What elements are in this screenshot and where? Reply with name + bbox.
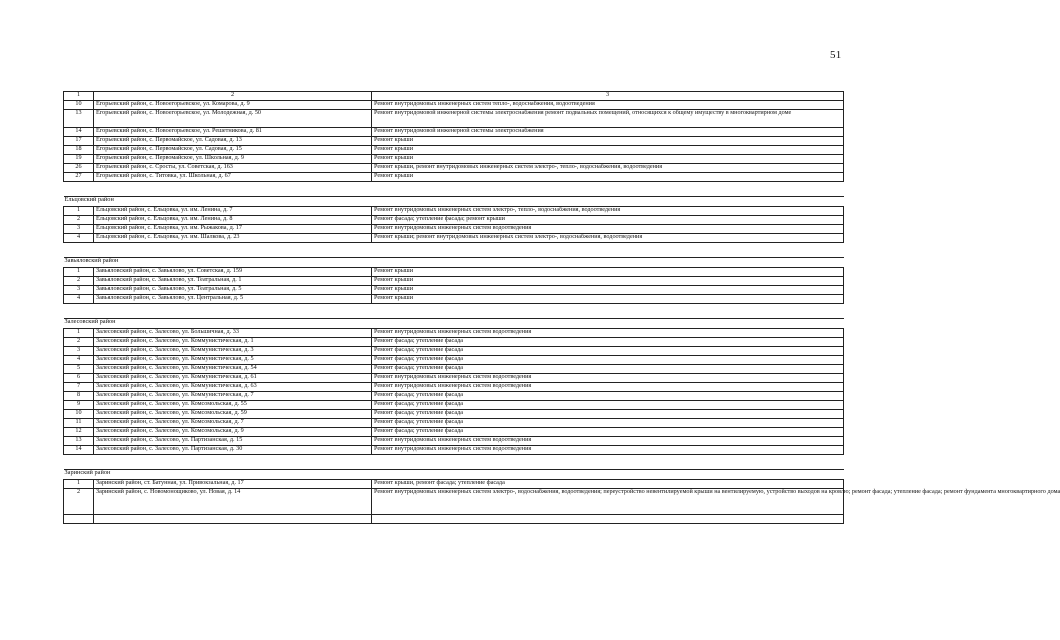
row-number: 2 (64, 489, 94, 515)
row-number: 3 (64, 286, 94, 295)
row-works: Ремонт внутридомовых инженерных систем водоотведения (372, 437, 844, 446)
table-row (64, 110, 844, 128)
row-address: Завьяловский район, с. Завьялово, ул. Театральная, д. 1 (94, 277, 372, 286)
section-gap-cell (64, 243, 844, 258)
repair-program-table (63, 91, 1060, 524)
row-address: Залесовский район, с. Залесово, ул. Коммунистическая, д. 7 (94, 392, 372, 401)
row-number: 26 (64, 164, 94, 173)
column-header-3: 3 (372, 92, 844, 101)
row-address: Ельцовский район, с. Ельцовка, ул. им. Ленина, д. 8 (94, 216, 372, 225)
district-heading-row (64, 258, 844, 268)
table-row (64, 295, 844, 304)
row-address: Егорьевский район, с. Сросты, ул. Советская, д. 163 (94, 164, 372, 173)
row-address: Завьяловский район, с. Завьялово, ул. Советская, д. 159 (94, 268, 372, 277)
row-works: Ремонт крыши (372, 268, 844, 277)
row-works: Ремонт внутридомовых инженерных систем водоотведения (372, 446, 844, 455)
table-body (64, 91, 1060, 524)
row-works: Ремонт фасада; утепление фасада (372, 365, 844, 374)
row-number: 9 (64, 401, 94, 410)
row-works: Ремонт крыши (372, 286, 844, 295)
row-works: Ремонт фасада; утепление фасада (372, 338, 844, 347)
row-works: Ремонт фасада; утепление фасада (372, 347, 844, 356)
row-number: 18 (64, 146, 94, 155)
row-address: Залесовский район, с. Залесово, ул. Партизанская, д. 15 (94, 437, 372, 446)
row-address: Завьяловский район, с. Завьялово, ул. Центральная, д. 5 (94, 295, 372, 304)
section-gap (64, 304, 844, 319)
row-works: Ремонт крыши (372, 173, 844, 182)
row-number: 14 (64, 446, 94, 455)
row-works: Ремонт фасада; утепление фасада (372, 356, 844, 365)
district-heading: Заринский район (64, 470, 844, 480)
row-works: Ремонт внутридомовых инженерных систем электро-, водоснабжения, водоотведения; переустройство невентилируемой крыши на вентилируемую, устройство выходов на кровлю; ремонт фасада; утепление фасада; ремонт фундамента многоквартирного дома (372, 489, 844, 515)
row-address: Егорьевский район, с. Новоегорьевское, ул. Комарова, д. 9 (94, 101, 372, 110)
row-address: Залесовский район, с. Залесово, ул. Коммунистическая, д. 61 (94, 374, 372, 383)
row-number: 4 (64, 295, 94, 304)
page-number: 51 (830, 49, 842, 61)
row-number: 2 (64, 277, 94, 286)
district-heading-row (64, 197, 844, 207)
row-address: Завьяловский район, с. Завьялово, ул. Театральная, д. 5 (94, 286, 372, 295)
row-address: Залесовский район, с. Залесово, ул. Партизанская, д. 30 (94, 446, 372, 455)
row-address: Залесовский район, с. Залесово, ул. Коммунистическая, д. 1 (94, 338, 372, 347)
row-address: Залесовский район, с. Залесово, ул. Комсомольская, д. 7 (94, 419, 372, 428)
row-works: Ремонт крыши; ремонт внутридомовых инженерных систем электро-, водоснабжения, водоотведения (372, 234, 844, 243)
row-works: Ремонт фасада; утепление фасада; ремонт крыши (372, 216, 844, 225)
district-heading-row (64, 319, 844, 329)
row-works: Ремонт крыши (372, 155, 844, 164)
section-gap-cell (64, 182, 844, 197)
row-works: Ремонт внутридомовых инженерных систем водоотведения (372, 374, 844, 383)
row-works: Ремонт крыши (372, 146, 844, 155)
row-number: 3 (64, 347, 94, 356)
row-address: Залесовский район, с. Залесово, ул. Комсомольская, д. 59 (94, 410, 372, 419)
row-works: Ремонт внутридомовых инженерных систем водоотведения (372, 329, 844, 338)
row-number: 12 (64, 428, 94, 437)
row-number: 17 (64, 137, 94, 146)
row-number: 1 (64, 329, 94, 338)
row-number: 1 (64, 268, 94, 277)
row-address: Ельцовский район, с. Ельцовка, ул. им. Шалкова, д. 23 (94, 234, 372, 243)
row-works: Ремонт фасада; утепление фасада (372, 428, 844, 437)
row-address: Егорьевский район, с. Новоегорьевское, ул. Решетникова, д. 81 (94, 128, 372, 137)
row-works: Ремонт внутридомовых инженерных систем водоотведения (372, 225, 844, 234)
district-heading: Залесовский район (64, 319, 844, 329)
empty-cell (372, 515, 844, 524)
row-number: 11 (64, 419, 94, 428)
row-works: Ремонт крыши (372, 277, 844, 286)
district-heading: Завьяловский район (64, 258, 844, 268)
table-row (64, 446, 844, 455)
row-address: Залесовский район, с. Залесово, ул. Коммунистическая, д. 3 (94, 347, 372, 356)
table-row (64, 173, 844, 182)
row-number: 1 (64, 207, 94, 216)
row-number: 7 (64, 383, 94, 392)
row-number: 5 (64, 365, 94, 374)
row-works: Ремонт внутридомовых инженерных систем тепло-, водоснабжения, водоотведения (372, 101, 844, 110)
row-address: Егорьевский район, с. Новоегорьевское, ул. Молодежная, д. 50 (94, 110, 372, 128)
row-works: Ремонт крыши (372, 295, 844, 304)
empty-cell (94, 515, 372, 524)
section-gap (64, 455, 844, 470)
row-address: Залесовский район, с. Залесово, ул. Комсомольская, д. 55 (94, 401, 372, 410)
row-address: Заринский район, ст. Батунная, ул. Привокзальная, д. 17 (94, 480, 372, 489)
row-number: 8 (64, 392, 94, 401)
row-works: Ремонт внутридомовых инженерных систем водоотведения (372, 383, 844, 392)
row-works: Ремонт внутридомовой инженерной системы электроснабжения ремонт подвальных помещений, относящихся к общему имуществу в многоквартирном доме (372, 110, 844, 128)
row-works: Ремонт крыши, ремонт фасада; утепление фасада (372, 480, 844, 489)
row-works: Ремонт крыши (372, 137, 844, 146)
column-header-1: 1 (64, 92, 94, 101)
row-address: Ельцовский район, с. Ельцовка, ул. им. Рыжакова, д. 17 (94, 225, 372, 234)
row-address: Ельцовский район, с. Ельцовка, ул. им. Ленина, д. 7 (94, 207, 372, 216)
row-address: Егорьевский район, с. Первомайское, ул. Садовая, д. 15 (94, 146, 372, 155)
district-heading-row (64, 470, 844, 480)
row-number: 13 (64, 437, 94, 446)
row-works: Ремонт фасада; утепление фасада (372, 392, 844, 401)
row-address: Залесовский район, с. Залесово, ул. Коммунистическая, д. 54 (94, 365, 372, 374)
section-gap-cell (64, 455, 844, 470)
row-works: Ремонт фасада; утепление фасада (372, 419, 844, 428)
row-address: Залесовский район, с. Залесово, ул. Большичная, д. 33 (94, 329, 372, 338)
row-number: 4 (64, 356, 94, 365)
row-address: Егорьевский район, с. Первомайское, ул. Садовая, д. 13 (94, 137, 372, 146)
row-number: 19 (64, 155, 94, 164)
row-number: 10 (64, 410, 94, 419)
table-row (64, 489, 844, 515)
row-number: 2 (64, 338, 94, 347)
row-address: Егорьевский район, с. Первомайское, ул. Школьная, д. 9 (94, 155, 372, 164)
row-number: 6 (64, 374, 94, 383)
row-works: Ремонт крыши, ремонт внутридомовых инженерных систем электро-, тепло-, водоснабжения, водоотведения (372, 164, 844, 173)
row-number: 2 (64, 216, 94, 225)
row-works: Ремонт фасада; утепление фасада (372, 401, 844, 410)
district-heading: Ельцовский район (64, 197, 844, 207)
row-number: 27 (64, 173, 94, 182)
row-number: 14 (64, 128, 94, 137)
row-address: Залесовский район, с. Залесово, ул. Комсомольская, д. 9 (94, 428, 372, 437)
column-header-2: 2 (94, 92, 372, 101)
table-row (64, 234, 844, 243)
row-address: Залесовский район, с. Залесово, ул. Коммунистическая, д. 5 (94, 356, 372, 365)
section-gap-cell (64, 304, 844, 319)
table-row-continuation (64, 515, 844, 524)
row-number: 10 (64, 101, 94, 110)
row-works: Ремонт фасада; утепление фасада (372, 410, 844, 419)
row-number: 3 (64, 225, 94, 234)
row-number: 13 (64, 110, 94, 128)
row-number: 1 (64, 480, 94, 489)
row-works: Ремонт внутридомовой инженерной системы электроснабжения (372, 128, 844, 137)
section-gap (64, 243, 844, 258)
section-gap (64, 182, 844, 197)
row-address: Егорьевский район, с. Титовка, ул. Школьная, д. 67 (94, 173, 372, 182)
row-number: 4 (64, 234, 94, 243)
empty-cell (64, 515, 94, 524)
row-address: Залесовский район, с. Залесово, ул. Коммунистическая, д. 63 (94, 383, 372, 392)
row-works: Ремонт внутридомовых инженерных систем электро-, тепло-, водоснабжения, водоотведения (372, 207, 844, 216)
row-address: Заринский район, с. Новомонощиково, ул. Новая, д. 14 (94, 489, 372, 515)
